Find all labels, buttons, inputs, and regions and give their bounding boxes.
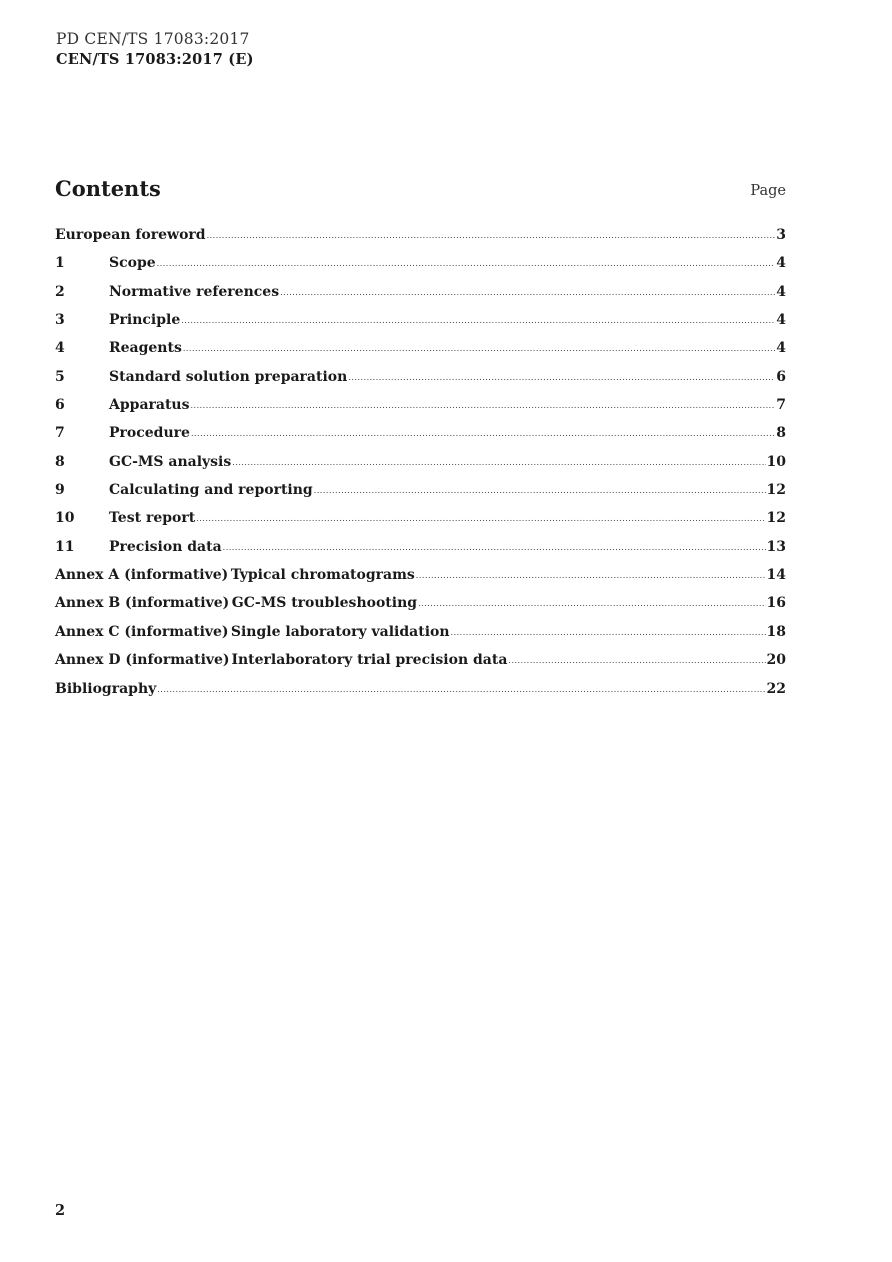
toc-leader-dots — [280, 283, 775, 303]
toc-leader-dots — [451, 623, 766, 643]
toc-entry-number: 11 — [55, 538, 75, 555]
toc-entry-title: GC-MS troubleshooting — [231, 595, 418, 612]
toc-entry-normative-references[interactable] — [55, 282, 786, 310]
toc-entry-page: 10 — [766, 453, 786, 470]
toc-entry-number: 5 — [55, 368, 65, 385]
page-number: 2 — [55, 1202, 66, 1219]
toc-leader-dots — [416, 566, 766, 586]
toc-entry-number: 6 — [55, 397, 65, 414]
toc-leader-dots — [348, 368, 775, 388]
toc-leader-dots — [191, 424, 775, 444]
toc-entry-title: Test report — [109, 510, 196, 527]
toc-entry-title: Calculating and reporting — [109, 482, 313, 499]
toc-entry-page: 13 — [766, 538, 786, 555]
toc-entry-title: Apparatus — [109, 397, 190, 414]
document-reference: PD CEN/TS 17083:2017 — [56, 30, 250, 48]
toc-leader-dots — [181, 311, 775, 331]
toc-entry-page: 7 — [776, 397, 786, 414]
contents-heading: Contents — [55, 176, 161, 201]
page-column-heading: Page — [750, 183, 786, 199]
toc-entry-title: Principle — [109, 312, 181, 329]
toc-entry-page: 4 — [776, 340, 786, 357]
toc-entry-page: 3 — [776, 227, 786, 243]
toc-entry-apparatus[interactable] — [55, 395, 786, 423]
toc-entry-page: 4 — [776, 312, 786, 329]
toc-entry-title: Scope — [109, 255, 156, 272]
toc-entry-annex-c[interactable] — [55, 622, 786, 650]
toc-entry-page: 16 — [766, 595, 786, 612]
document-designation: CEN/TS 17083:2017 (E) — [56, 51, 254, 68]
toc-entry-scope[interactable] — [55, 253, 786, 281]
toc-entry-european-foreword[interactable] — [55, 225, 786, 253]
toc-leader-dots — [183, 339, 775, 359]
toc-entry-page: 20 — [766, 652, 786, 669]
toc-entry-page: 18 — [766, 623, 786, 640]
toc-entry-title: Interlaboratory trial precision data — [231, 652, 508, 669]
toc-entry-number: 3 — [55, 312, 65, 329]
toc-entry-principle[interactable] — [55, 310, 786, 338]
toc-entry-standard-solution-preparation[interactable] — [55, 367, 786, 395]
toc-entry-number: 1 — [55, 255, 65, 272]
toc-entry-title: European foreword — [55, 227, 206, 243]
toc-entry-number: 10 — [55, 510, 75, 527]
toc-entry-number: 2 — [55, 283, 65, 300]
table-of-contents — [55, 225, 786, 707]
toc-entry-number: 9 — [55, 482, 65, 499]
toc-leader-dots — [207, 226, 776, 246]
toc-leader-dots — [508, 651, 765, 671]
toc-entry-title: Bibliography — [55, 680, 157, 697]
toc-entry-page: 6 — [776, 368, 786, 385]
toc-entry-title: Standard solution preparation — [109, 368, 348, 385]
toc-leader-dots — [314, 481, 766, 501]
toc-annex-label: Annex D (informative) — [55, 652, 230, 669]
toc-entry-test-report[interactable] — [55, 508, 786, 536]
toc-entry-title: Precision data — [109, 538, 222, 555]
toc-entry-page: 12 — [766, 482, 786, 499]
toc-entry-page: 12 — [766, 510, 786, 527]
toc-entry-number: 8 — [55, 453, 65, 470]
toc-entry-gc-ms-analysis[interactable] — [55, 452, 786, 480]
toc-entry-bibliography[interactable] — [55, 679, 786, 707]
toc-leader-dots — [418, 594, 765, 614]
toc-leader-dots — [223, 538, 766, 558]
toc-annex-label: Annex C (informative) — [55, 623, 229, 640]
toc-entry-title: Typical chromatograms — [230, 567, 415, 584]
toc-entry-number: 7 — [55, 425, 65, 442]
toc-entry-title: Single laboratory validation — [230, 623, 450, 640]
toc-entry-annex-a[interactable] — [55, 565, 786, 593]
toc-entry-precision-data[interactable] — [55, 537, 786, 565]
toc-entry-number: 4 — [55, 340, 65, 357]
toc-entry-page: 4 — [776, 255, 786, 272]
toc-entry-reagents[interactable] — [55, 338, 786, 366]
toc-entry-title: GC-MS analysis — [109, 453, 232, 470]
toc-entry-page: 14 — [766, 567, 786, 584]
toc-entry-title: Reagents — [109, 340, 182, 357]
toc-entry-page: 8 — [776, 425, 786, 442]
toc-entry-title: Procedure — [109, 425, 190, 442]
toc-entry-page: 4 — [776, 283, 786, 300]
toc-entry-procedure[interactable] — [55, 423, 786, 451]
toc-leader-dots — [232, 453, 765, 473]
toc-entry-title: Normative references — [109, 283, 280, 300]
toc-leader-dots — [196, 509, 765, 529]
toc-leader-dots — [157, 254, 776, 274]
toc-entry-annex-d[interactable] — [55, 650, 786, 678]
toc-entry-annex-b[interactable] — [55, 593, 786, 621]
toc-entry-page: 22 — [766, 680, 786, 697]
toc-annex-label: Annex B (informative) — [55, 595, 230, 612]
toc-entry-calculating-and-reporting[interactable] — [55, 480, 786, 508]
toc-leader-dots — [191, 396, 776, 416]
toc-annex-label: Annex A (informative) — [55, 567, 229, 584]
toc-leader-dots — [157, 680, 765, 700]
